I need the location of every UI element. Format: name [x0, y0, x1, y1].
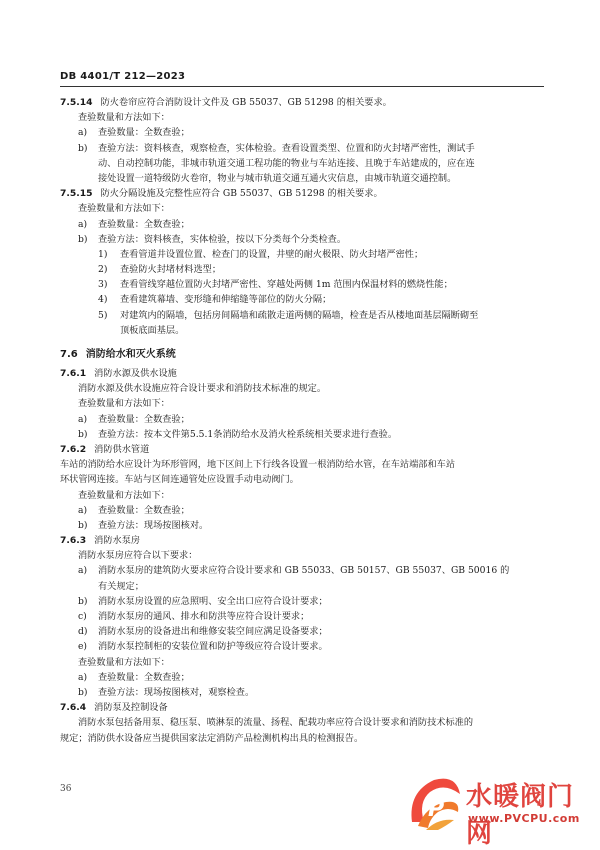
list-item — [60, 670, 545, 685]
list-text: 查验数量：全数查验； — [98, 127, 190, 139]
clause-text: 防火分隔设施及完整性应符合 GB 55037、GB 51298 的相关要求。 — [100, 188, 383, 200]
list-text: 消防水泵房设置的应急照明、安全出口应符合设计要求； — [98, 595, 328, 607]
check-intro: 查验数量和方法如下： — [78, 489, 170, 501]
list-item — [60, 125, 545, 140]
clause-number: 7.6.4 — [60, 702, 87, 714]
list-text: 查看管线穿越位置防火封堵严密性、穿越处两侧 1m 范围内保温材料的燃烧性能； — [120, 279, 453, 291]
numbered-item — [60, 262, 545, 277]
document-code: DB 4401/T 212—2023 — [60, 71, 186, 82]
list-item — [60, 518, 545, 533]
clause-title: 消防供水管道 — [94, 443, 150, 455]
list-marker: 2) — [98, 264, 108, 276]
list-text-continued: 接处设置一道特级防火卷帘，物业与城市轨道交通互通火灾信息，由城市轨道交通控制。 — [98, 172, 457, 184]
list-marker: b) — [78, 233, 88, 245]
list-text: 查验方法：现场按图核对。 — [98, 519, 209, 531]
list-item — [60, 217, 545, 232]
list-item — [60, 594, 545, 609]
list-text: 查验数量：全数查验； — [98, 218, 190, 230]
list-marker: 5) — [98, 309, 108, 321]
list-marker: b) — [78, 428, 88, 440]
list-text: 消防水泵房的通风、排水和防洪等应符合设计要求； — [98, 611, 310, 622]
check-intro: 查验数量和方法如下： — [78, 203, 170, 215]
list-marker: e) — [78, 641, 88, 653]
clause-7-6-3-heading — [60, 533, 545, 548]
list-text-continued: 有关规定； — [98, 580, 144, 592]
list-item — [60, 685, 545, 700]
list-marker: 4) — [98, 294, 108, 306]
watermark-text: 水暖阀门网 — [466, 782, 575, 849]
check-intro: 查验数量和方法如下： — [78, 112, 170, 124]
list-marker: b) — [78, 519, 88, 531]
clause-title: 消防水泵房 — [94, 535, 141, 547]
list-text-continued: 动、自动控制功能，非城市轨道交通工程功能的物业与车站连接、且晚于车站建成的，应在连 — [98, 157, 475, 169]
list-item — [60, 503, 545, 518]
list-text: 消防水泵房的建筑防火要求应符合设计要求和 GB 55033、GB 50157、GB 55037、GB 50016 的 — [98, 565, 510, 577]
list-item — [60, 427, 545, 442]
list-marker: b) — [78, 142, 88, 154]
clause-text: 防火卷帘应符合消防设计文件及 GB 55037、GB 51298 的相关要求。 — [100, 97, 392, 108]
page-number: 36 — [60, 784, 72, 794]
list-text: 查看建筑幕墙、变形缝和伸缩缝等部位的防火分隔； — [120, 294, 332, 306]
list-text-continued: 顶板底面基层。 — [120, 324, 185, 336]
list-marker: a) — [78, 413, 88, 425]
list-marker: a) — [78, 504, 88, 516]
list-text: 消防水泵控制柜的安装位置和防护等级应符合设计要求。 — [98, 641, 328, 653]
watermark-logo-letter: P — [428, 797, 445, 822]
list-item — [60, 232, 545, 247]
clause-number: 7.6.1 — [60, 368, 87, 379]
list-text: 查验数量：全数查验； — [98, 504, 190, 516]
numbered-item — [60, 308, 545, 323]
watermark — [404, 768, 592, 849]
list-text: 对建筑内的隔墙，包括房间隔墙和疏散走道两侧的隔墙，检查是否从楼地面基层隔断砌至 — [120, 309, 479, 321]
paragraph: 车站的消防给水应设计为环形管网，地下区间上下行线各设置一根消防给水管，在车站端部和车站 — [60, 459, 456, 471]
list-text: 查验方法：按本文件第5.5.1条消防给水及消火栓系统相关要求进行查验。 — [98, 428, 398, 440]
list-item — [60, 563, 545, 578]
watermark-logo-icon — [404, 772, 464, 834]
watermark-url: www.PVCPU.com — [468, 812, 580, 825]
list-marker: a) — [78, 127, 88, 139]
document-body — [60, 95, 545, 746]
clause-7-5-14-heading — [60, 95, 545, 110]
paragraph-continued: 环状管网连接。车站与区间连通管处应设置手动电动阀门。 — [60, 474, 299, 486]
list-item — [60, 141, 545, 156]
numbered-item — [60, 292, 545, 307]
paragraph: 消防水泵包括备用泵、稳压泵、喷淋泵的流量、扬程、配载功率应符合设计要求和消防技术标准的 — [78, 717, 474, 729]
list-marker: d) — [78, 626, 88, 638]
paragraph: 消防水泵房应符合以下要求： — [78, 550, 198, 562]
list-text: 查验数量：全数查验； — [98, 413, 190, 425]
clause-title: 消防泵及控制设备 — [94, 702, 168, 714]
numbered-item — [60, 277, 545, 292]
list-item — [60, 609, 545, 624]
list-marker: c) — [78, 611, 87, 622]
list-marker: 1) — [98, 248, 108, 260]
clause-7-6-1-heading — [60, 366, 545, 381]
clause-number: 7.6.2 — [60, 443, 87, 455]
header-rule — [60, 86, 544, 87]
list-marker: 3) — [98, 279, 108, 291]
list-text: 查验方法：资料核查，实体检验，按以下分类每个分类检查。 — [98, 233, 347, 245]
clause-7-5-15-heading — [60, 186, 545, 201]
list-item — [60, 624, 545, 639]
section-title: 消防给水和灭火系统 — [85, 349, 176, 360]
list-item — [60, 412, 545, 427]
paragraph: 消防水源及供水设施应符合设计要求和消防技术标准的规定。 — [78, 383, 327, 395]
list-text: 查验方法：现场按图核对，观察检查。 — [98, 686, 255, 698]
section-number: 7.6 — [60, 349, 78, 360]
list-marker: a) — [78, 218, 88, 230]
list-item — [60, 639, 545, 654]
list-text: 查看管道井设置位置、检查门的设置，井壁的耐火极限、防火封堵严密性； — [120, 248, 424, 260]
numbered-item — [60, 247, 545, 262]
list-text: 查验方法：资料核查，观察检查，实体检验。查看设置类型、位置和防火封堵严密性，测试手 — [98, 142, 475, 154]
list-marker: a) — [78, 671, 88, 683]
check-intro: 查验数量和方法如下： — [78, 656, 170, 668]
clause-number: 7.6.3 — [60, 535, 87, 547]
list-text: 查验防火封堵材料选型； — [120, 264, 222, 276]
list-text: 消防水泵房的设备进出和维修安装空间应满足设备要求； — [98, 626, 328, 638]
clause-7-6-4-heading — [60, 700, 545, 715]
clause-number: 7.5.15 — [60, 188, 93, 200]
list-marker: a) — [78, 565, 88, 577]
section-7-6-heading — [60, 347, 545, 363]
clause-number: 7.5.14 — [60, 97, 93, 108]
list-marker: b) — [78, 595, 88, 607]
paragraph-continued: 规定；消防供水设备应当提供国家法定消防产品检测机构出具的检测报告。 — [60, 732, 364, 744]
list-marker: b) — [78, 686, 88, 698]
clause-7-6-2-heading — [60, 442, 545, 457]
check-intro: 查验数量和方法如下： — [78, 398, 170, 410]
list-text: 查验数量：全数查验； — [98, 671, 190, 683]
clause-title: 消防水源及供水设施 — [94, 368, 177, 379]
